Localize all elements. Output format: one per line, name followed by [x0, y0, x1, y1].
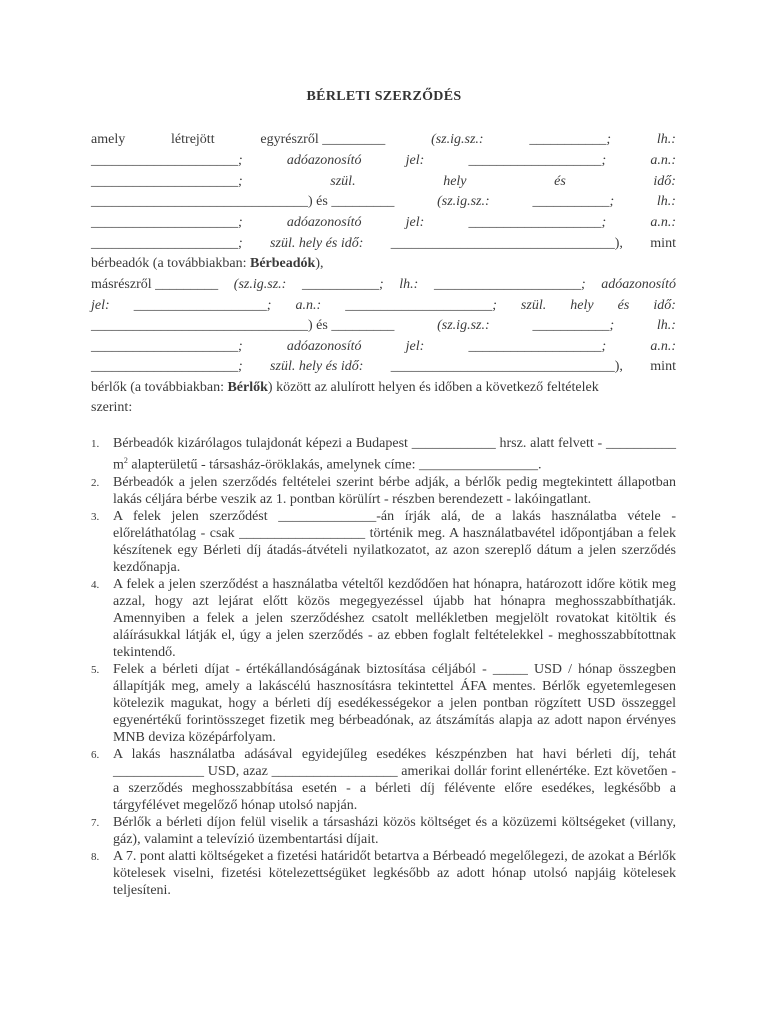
clause-item — [91, 508, 676, 576]
clause-text: alapterületű - társasház-öröklakás, amelynek címe: _________________. — [127, 457, 542, 473]
intro-text: _____________________; — [91, 153, 243, 168]
clause-item — [91, 848, 676, 899]
intro-line-13 — [91, 378, 676, 398]
clause-number: 2. — [91, 476, 100, 489]
party-name-landlords: Bérbeadók — [250, 256, 316, 271]
intro-text: _____________________; — [91, 359, 243, 374]
intro-text: ___________; — [532, 318, 615, 333]
intro-text: szül. hely és idő: — [270, 236, 364, 251]
intro-text: jel: — [405, 153, 425, 168]
intro-line-2 — [91, 151, 676, 171]
intro-text: _____________________; — [433, 277, 586, 292]
intro-text: lh.: — [656, 318, 676, 333]
clause-text: Felek a bérleti díjat - értékállandóságának biztosítása céljából - _____ USD / hónap összegben állapítják meg, amely a lakáscélú hasznosításra tekintettel ÁFA mentes. Bérlők egyetemlegesen kötelezik magukat, hogy a bérleti díj esedékességekor a jelen pontban rögzített USD összeggel egyenértékű forintösszeget fizetik meg bérbeadónak, az átszámítás alapja az adott napon érvényes MNB deviza középárfolyam. — [113, 661, 676, 745]
intro-text: jel: — [91, 298, 110, 313]
intro-text: (sz.ig.sz.: — [437, 318, 490, 333]
superscript-2: 2 — [123, 456, 128, 465]
clause-item — [91, 435, 676, 474]
clause-number: 5. — [91, 663, 100, 676]
intro-text: ___________________; — [468, 339, 607, 354]
intro-text: adóazonosító — [286, 153, 362, 168]
intro-text: ___________________; — [468, 215, 607, 230]
intro-text: hely — [570, 298, 594, 313]
clause-number: 3. — [91, 510, 100, 523]
intro-text: idő: — [653, 298, 676, 313]
intro-text: szül. hely és idő: — [270, 359, 364, 374]
intro-line-8 — [91, 275, 676, 295]
intro-text: jel: — [405, 339, 425, 354]
intro-text: adóazonosító — [286, 339, 362, 354]
clause-number: 6. — [91, 748, 100, 761]
intro-text: a.n.: — [650, 339, 676, 354]
intro-text: adóazonosító — [286, 215, 362, 230]
intro-text: jel: — [405, 215, 425, 230]
clause-item — [91, 576, 676, 661]
intro-text: idő: — [653, 174, 676, 189]
intro-text: a.n.: — [650, 153, 676, 168]
intro-text: szül. — [520, 298, 547, 313]
intro-line-3 — [91, 172, 676, 192]
intro-text: ___________; — [529, 132, 612, 147]
intro-text: ___________________; — [133, 298, 272, 313]
intro-text: és — [617, 298, 630, 313]
intro-text: _____________________; — [91, 174, 243, 189]
document-title: BÉRLETI SZERZŐDÉS — [306, 89, 462, 104]
intro-text: _____________________; — [91, 339, 243, 354]
intro-text: bérbeadók (a továbbiakban: — [91, 256, 250, 271]
intro-text: lh.: — [399, 277, 419, 292]
clause-text: A felek jelen szerződést ______________-án írják alá, de a lakás használatba vétele - előreláthatólag - csak __________________ történik meg. A használatbavétel időpontjában a felek készítenek egy Bérleti díj átadás-átvételi nyilatkozatot, az azon szereplő dátum a jelen szerződés kezdőnapja. — [113, 508, 676, 575]
clause-item — [91, 746, 676, 814]
intro-text: _____________________; — [91, 236, 243, 251]
clause-number: 4. — [91, 578, 100, 591]
intro-text: bérlők (a továbbiakban: — [91, 380, 228, 395]
intro-text: ________________________________), — [390, 236, 623, 251]
clause-list — [91, 435, 676, 899]
intro-text: mint — [650, 359, 676, 374]
intro-text: lh.: — [656, 132, 676, 147]
party-name-tenants: Bérlők — [227, 380, 268, 395]
clause-number: 8. — [91, 850, 100, 863]
clause-item — [91, 661, 676, 746]
intro-line-7 — [91, 254, 676, 274]
intro-text: egyrészről _________ — [260, 132, 386, 147]
intro-text: adóazonosító — [601, 277, 676, 292]
intro-text: _______________________________) és _________ — [91, 318, 395, 333]
intro-text: a.n.: — [650, 215, 676, 230]
intro-line-9 — [91, 296, 676, 316]
intro-line-12 — [91, 357, 676, 377]
intro-text: hely — [443, 174, 467, 189]
intro-text: ___________; — [532, 194, 615, 209]
intro-line-10 — [91, 316, 676, 336]
intro-line-5 — [91, 213, 676, 233]
clause-text: A felek a jelen szerződést a használatba vételtől kezdődően hat hónapra, határozott időre kötik meg azzal, hogy azt lejárat előtt közös megegyezéssel újabb hat hónapra meghosszabbíthatják. Amennyiben a felek a jelen szerződéshez csatolt mellékletben megjelölt rovatokat kitöltik és aláírásukkal látják el, úgy a jelen szerződés - az ebben foglalt feltételekkel - meghosszabbítottnak tekintendő. — [113, 576, 676, 660]
clause-number: 1. — [91, 438, 100, 450]
intro-text: másrészről _________ — [91, 277, 219, 292]
clause-number: 7. — [91, 816, 100, 829]
clause-text: A lakás használatba adásával egyidejűleg esedékes készpénzben hat havi bérleti díj, tehát _____________ USD, azaz __________________ amerikai dollár forint ellenértéke. Ezt követően - a szerződés meghosszabbítása esetén - a bérleti díj félévente előre esedékes, legkésőbb a tárgyfélévet megelőző hónap utolsó napján. — [113, 746, 676, 813]
intro-text: (sz.ig.sz.: — [431, 132, 484, 147]
clause-text: A 7. pont alatti költségeket a fizetési határidőt betartva a Bérbeadó megelőlegezi, de azokat a Bérlők kötelesek viselni, fizetési kötelezettségüket legkésőbb az adott hónap utolsó napjáig kötelesek teljesíteni. — [113, 848, 676, 898]
intro-text: (sz.ig.sz.: — [233, 277, 287, 292]
clause-text: Bérbeadók a jelen szerződés feltételei szerint bérbe adják, a bérlők pedig megtekintett állapotban lakás céljára bérbe veszik az 1. pontban körülírt - részben berendezett - lakóingatlant. — [113, 474, 676, 507]
intro-line-1 — [91, 130, 676, 150]
intro-text: (sz.ig.sz.: — [437, 194, 490, 209]
intro-text: ___________; — [301, 277, 384, 292]
intro-text: szül. — [330, 174, 356, 189]
intro-line-4 — [91, 192, 676, 212]
intro-text: amely — [91, 132, 126, 147]
intro-text: _____________________; — [91, 215, 243, 230]
intro-text: ________________________________), — [390, 359, 623, 374]
intro-text: és — [554, 174, 566, 189]
intro-text: _____________________; — [345, 298, 497, 313]
intro-text: mint — [650, 236, 676, 251]
intro-text: ), — [315, 256, 324, 271]
intro-text: lh.: — [656, 194, 676, 209]
intro-text: ) között az alulírott helyen és időben a következő feltételek — [267, 380, 599, 395]
intro-line-6 — [91, 234, 676, 254]
intro-text: a.n.: — [295, 298, 322, 313]
clause-item — [91, 474, 676, 508]
intro-text: _______________________________) és _________ — [91, 194, 395, 209]
intro-text: létrejött — [171, 132, 215, 147]
intro-line-14: szerint: — [91, 400, 133, 415]
clause-item — [91, 814, 676, 848]
intro-line-11 — [91, 337, 676, 357]
clause-text: Bérbeadók kizárólagos tulajdonát képezi a Budapest ____________ hrsz. alatt felvett - __________ m — [113, 436, 676, 473]
clause-text: Bérlők a bérleti díjon felül viselik a társasházi közös költséget és a közüzemi költségeket (villany, gáz), valamint a televízió üzembentartási díjait. — [113, 814, 676, 847]
intro-text: ___________________; — [468, 153, 607, 168]
